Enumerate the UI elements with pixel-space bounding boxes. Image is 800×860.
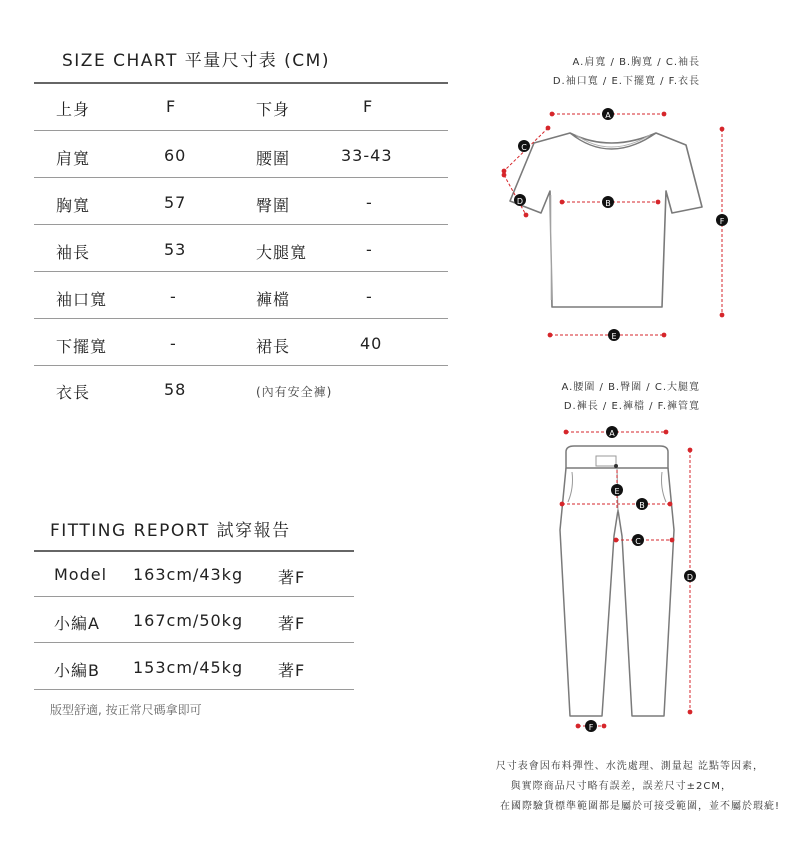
waist-value: 33-43 <box>341 146 393 165</box>
chest-value: 57 <box>164 193 187 212</box>
fitting-report-title: FITTING REPORT 試穿報告 <box>50 521 291 541</box>
waist-label: 腰圍 <box>256 149 291 168</box>
sleeve-length-value: 53 <box>164 240 187 259</box>
shoulder-label: 肩寬 <box>56 149 91 168</box>
tshirt-diagram <box>490 95 750 355</box>
header-bottom-label: 下身 <box>256 100 291 119</box>
fit-row-editor-b-measure: 153cm/45kg <box>133 658 244 677</box>
thigh-width-label: 大腿寬 <box>256 243 308 262</box>
pants-marker-a-label: A <box>609 429 615 438</box>
sleeve-length-label: 袖長 <box>56 243 91 262</box>
cuff-width-label: 袖口寬 <box>56 290 108 309</box>
fit-row-model-size: 著F <box>278 568 306 587</box>
pants-diagram <box>540 420 740 740</box>
row-divider <box>34 689 354 690</box>
hem-width-value: - <box>170 334 177 353</box>
length-label: 衣長 <box>56 383 91 402</box>
top-legend-line-1: A.肩寬 / B.胸寬 / C.袖長 <box>572 57 700 68</box>
shoulder-value: 60 <box>164 146 187 165</box>
header-top-label: 上身 <box>56 100 91 119</box>
bottom-legend-line-2: D.褲長 / E.褲檔 / F.褲管寬 <box>563 401 700 412</box>
cuff-width-value: - <box>170 287 177 306</box>
marker-a-label: A <box>605 111 611 120</box>
row-divider <box>34 177 448 178</box>
marker-d-label: D <box>516 197 524 206</box>
pants-marker-c-label: C <box>635 537 641 546</box>
fit-row-model-name: Model <box>54 565 108 584</box>
row-divider <box>34 130 448 131</box>
pants-marker-f-label: F <box>588 723 594 732</box>
disclaimer-line-2: 與實際商品尺寸略有誤差，誤差尺寸±2CM， <box>510 781 732 792</box>
pants-marker-b-label: B <box>639 501 645 510</box>
fit-row-editor-b-name: 小編B <box>54 661 100 680</box>
row-divider <box>34 318 448 319</box>
fit-row-editor-a-size: 著F <box>278 614 306 633</box>
marker-b-label: B <box>605 199 611 208</box>
length-value: 58 <box>164 380 187 399</box>
safety-shorts-note: (內有安全褲) <box>256 385 333 399</box>
marker-e-label: E <box>611 332 617 341</box>
fit-row-model-measure: 163cm/43kg <box>133 565 244 584</box>
fitting-report-top-divider <box>34 550 354 552</box>
rise-label: 褲檔 <box>256 290 291 309</box>
skirt-length-label: 裙長 <box>256 337 291 356</box>
thigh-width-value: - <box>366 240 373 259</box>
hip-value: - <box>366 193 373 212</box>
disclaimer-line-1: 尺寸表會因布料彈性、水洗處理、測量起 訖點等因素， <box>495 761 764 772</box>
row-divider <box>34 271 448 272</box>
size-chart-title: SIZE CHART 平量尺寸表 (CM) <box>62 51 330 71</box>
hem-width-label: 下擺寬 <box>56 337 108 356</box>
header-bottom-size: F <box>363 97 374 116</box>
fit-row-editor-b-size: 著F <box>278 661 306 680</box>
row-divider <box>34 224 448 225</box>
marker-c-label: C <box>521 143 527 152</box>
row-divider <box>34 642 354 643</box>
fitting-note: 版型舒適, 按正常尺碼拿即可 <box>50 703 202 717</box>
hip-label: 臀圍 <box>256 196 291 215</box>
top-legend-line-2: D.袖口寬 / E.下擺寬 / F.衣長 <box>552 76 700 87</box>
row-divider <box>34 365 448 366</box>
fit-row-editor-a-name: 小編A <box>54 614 100 633</box>
skirt-length-value: 40 <box>360 334 383 353</box>
tshirt-outline <box>510 133 702 307</box>
marker-f-label: F <box>719 217 725 226</box>
rise-value: - <box>366 287 373 306</box>
fit-row-editor-a-measure: 167cm/50kg <box>133 611 244 630</box>
header-top-size: F <box>166 97 177 116</box>
size-chart-top-divider <box>34 82 448 84</box>
pants-marker-e-label: E <box>614 487 620 496</box>
pants-marker-d-label: D <box>686 573 694 582</box>
row-divider <box>34 596 354 597</box>
chest-label: 胸寬 <box>56 196 91 215</box>
disclaimer-line-3: 在國際驗貨標準範圍都是屬於可接受範圍，並不屬於瑕疵! <box>499 801 780 812</box>
bottom-legend-line-1: A.腰圍 / B.臀圍 / C.大腿寬 <box>561 382 700 393</box>
